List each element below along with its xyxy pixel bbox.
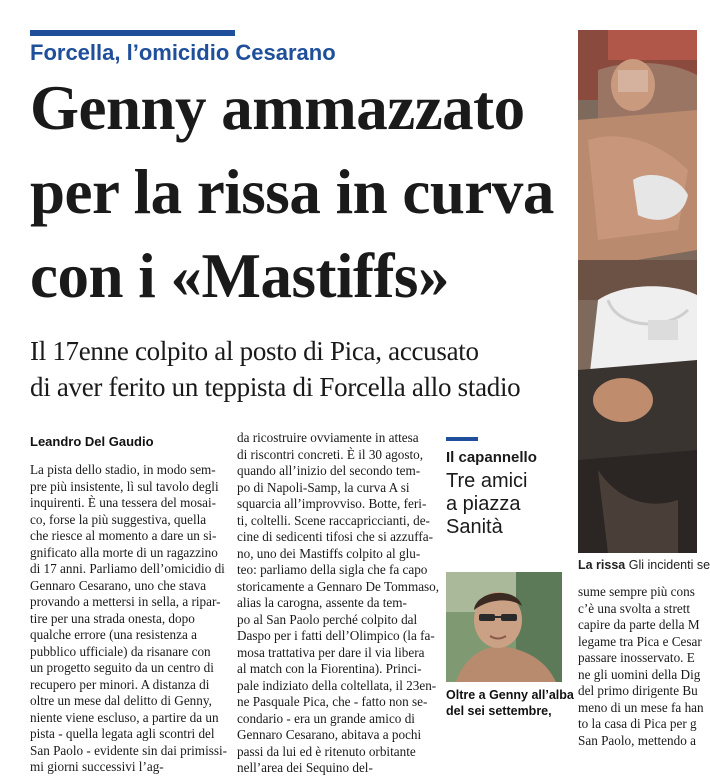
body-line: da ricostruire ovviamente in attesa	[237, 430, 419, 445]
body-line: recupero per minori. A distanza di	[30, 676, 210, 692]
body-line: storicamente a Gennaro De Tommaso,	[237, 578, 440, 594]
body-line: pubblico ufficiale) da risanare con	[30, 643, 211, 659]
body-line: oltre un mese dal delitto di Genny,	[30, 693, 212, 708]
body-line: alias la carogna, assente da tem-	[237, 595, 407, 610]
body-line: po al San Paolo perché colpito dal	[237, 611, 418, 627]
portrait-photo	[446, 572, 562, 682]
body-line: teo: parliamo della sigla che fa capo	[237, 562, 428, 577]
sidebar-title-line: Tre amici	[446, 470, 528, 492]
body-line: meno di un mese fa han	[578, 699, 704, 715]
body-line: San Paolo, mettendo a	[578, 732, 696, 748]
body-line: passare inosservato. E	[578, 650, 695, 665]
body-line: Gennaro Cesarano, abitava a pochi	[237, 727, 422, 742]
body-line: capire da parte della M	[578, 617, 700, 632]
body-line: provando a mettersi in sella, a ripar-	[30, 594, 221, 609]
body-line: pista - quella legata agli scontri del	[30, 726, 215, 741]
article-subhead	[30, 333, 575, 405]
article-headline	[30, 66, 575, 318]
body-line: no, uno dei Mastiffs colpito al glu-	[237, 545, 421, 561]
body-line: to la casa di Pica per g	[578, 716, 697, 731]
body-line: La pista dello stadio, in modo sem-	[30, 462, 216, 477]
body-line: ne Pasquale Pica, che - fatto non se-	[237, 694, 428, 709]
body-column-2	[237, 430, 440, 777]
article-kicker: Forcella, l’omicidio Cesarano	[30, 40, 336, 65]
body-line: gnificato alla morte di un ragazzino	[30, 544, 218, 560]
portrait-image	[446, 572, 562, 682]
portrait-caption-line: del sei settembre,	[446, 704, 552, 718]
body-line: po di Napoli-Samp, la curva A si	[237, 479, 410, 495]
portrait-caption	[446, 687, 574, 719]
headline-line: con i «Mastiffs»	[30, 241, 449, 311]
body-line: del primo dirigente Bu	[578, 683, 698, 698]
photo-caption	[578, 558, 710, 572]
sidebar-title-line: Sanità	[446, 516, 503, 538]
body-line: c’è una svolta a strett	[578, 600, 691, 616]
body-line: che riesce al momento a dare un si-	[30, 528, 217, 543]
body-line: ne gli uomini della Dig	[578, 666, 701, 682]
stadium-brawl-photo	[578, 30, 697, 553]
body-line: San Paolo - evidente sin dai primissi-	[30, 742, 228, 758]
headline-line: Genny ammazzato	[30, 73, 525, 143]
headline-line: per la rissa in curva	[30, 157, 554, 227]
body-line: condario - era un grande amico di	[237, 710, 415, 726]
body-line: tire per una strada onesta, dopo	[30, 610, 195, 626]
body-line: passi da lui ed è ritenuto orbitante	[237, 743, 416, 759]
body-line: quando all’inizio del secondo tem-	[237, 463, 421, 478]
body-line: cine di sedicenti tifosi che si azzuffa-	[237, 529, 434, 544]
stadium-brawl-image	[578, 30, 697, 553]
body-column-4	[578, 584, 704, 749]
body-line: di 17 anni. Parliamo dell’omicidio di	[30, 561, 225, 576]
sidebar-kicker: Il capannello	[446, 449, 537, 466]
body-line: Daspo per i fatti dell’Olimpico (la fa-	[237, 628, 435, 643]
body-line: inquirenti. È una tessera del mosai-	[30, 495, 217, 510]
body-line: mi giorni successivi l’ag-	[30, 759, 164, 774]
body-line: sume sempre più cons	[578, 584, 695, 599]
body-line: al match con la Fiorentina). Princi-	[237, 661, 422, 676]
sidebar-title	[446, 470, 527, 539]
article-byline: Leandro Del Gaudio	[30, 434, 154, 449]
body-line: pale indiziato della coltellata, il 23en-	[237, 677, 437, 693]
photo-caption-label: La rissa	[578, 558, 626, 572]
body-line: niente viene escluso, a partire da un	[30, 709, 219, 725]
body-line: pre più insistente, lì sul tavolo degli	[30, 478, 219, 494]
body-line: mosa trattativa per dare il via libera	[237, 644, 425, 660]
body-column-1	[30, 462, 226, 776]
body-line: qualche errore (una resistenza a	[30, 627, 197, 642]
body-line: di riscontri concreti. È il 30 agosto,	[237, 446, 424, 462]
portrait-caption-line: Oltre a Genny all’alba	[446, 688, 574, 702]
body-line: nell’area dei Sequino del-	[237, 760, 373, 775]
sidebar-rule	[446, 437, 478, 441]
sidebar-title-line: a piazza	[446, 493, 521, 515]
body-line: squarcia all’improvviso. Botte, feri-	[237, 496, 427, 511]
subhead-line: di aver ferito un teppista di Forcella allo stadio	[30, 372, 521, 402]
subhead-line: Il 17enne colpito al posto di Pica, accusato	[30, 336, 479, 366]
photo-caption-text: Gli incidenti se	[625, 558, 710, 572]
body-line: Gennaro Cesarano, uno che stava	[30, 577, 207, 593]
kicker-rule	[30, 30, 235, 36]
body-line: ti, coltelli. Scene raccapriccianti, de-	[237, 512, 430, 528]
body-line: co, forse la più suggestiva, quella	[30, 511, 207, 527]
body-line: legame tra Pica e Cesar	[578, 633, 702, 649]
body-line: un progetto seguito da un centro di	[30, 660, 214, 675]
